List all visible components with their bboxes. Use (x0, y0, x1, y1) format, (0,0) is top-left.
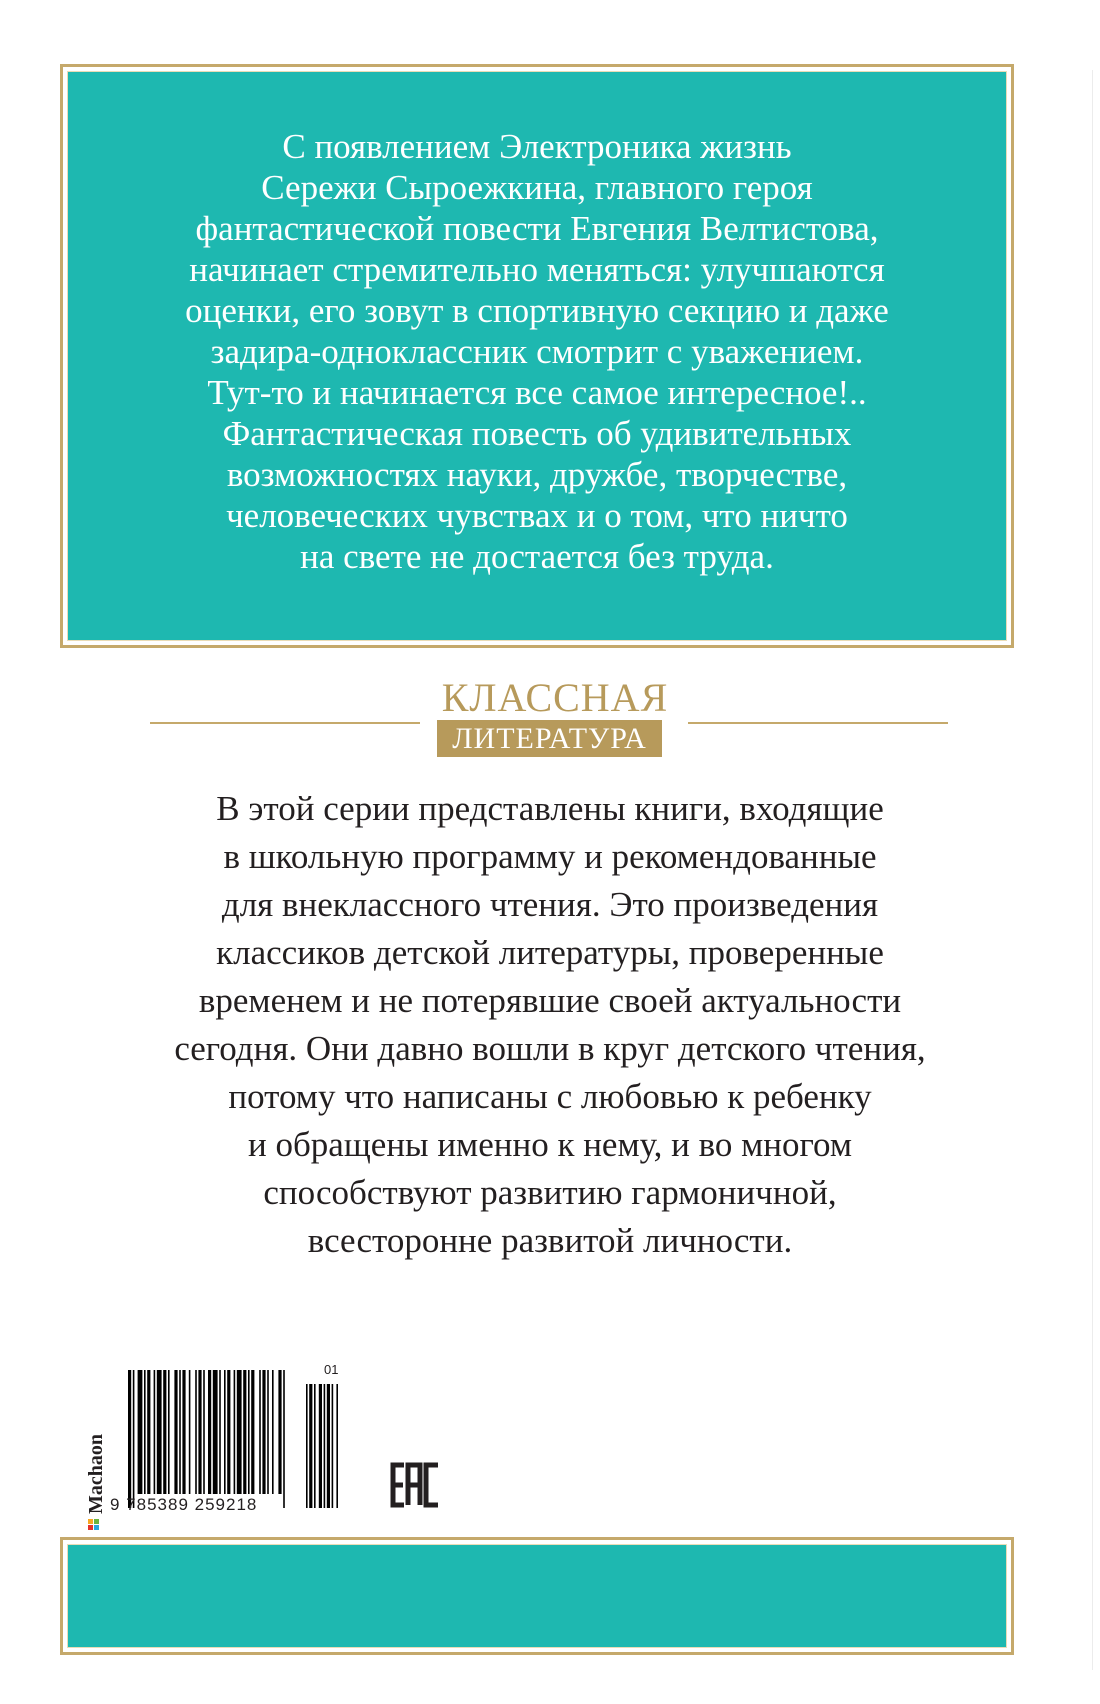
barcode-bar (224, 1370, 226, 1494)
barcode-addon-bar (314, 1384, 316, 1508)
barcode-bar (144, 1370, 146, 1494)
description-line: и обращены именно к нему, и во многом (248, 1125, 852, 1164)
series-rule-right (688, 722, 948, 724)
blurb-panel (60, 64, 1014, 648)
blurb-line: человеческих чувствах и о том, что ничто (226, 496, 848, 535)
blurb-line: Сережи Сыроежкина, главного героя (261, 168, 813, 207)
barcode-bar (248, 1370, 250, 1494)
barcode-bar (237, 1370, 242, 1494)
barcode-bar (243, 1370, 246, 1494)
barcode-bar (267, 1370, 269, 1494)
description-line: временем и не потерявшие своей актуальности (198, 981, 902, 1020)
barcode-addon-bar (324, 1384, 326, 1508)
description-line: способствуют развитию гармоничной, (263, 1173, 837, 1212)
barcode-bar (219, 1370, 221, 1494)
blurb-line: фантастической повести Евгения Велтистова, (195, 209, 879, 248)
bottom-panel (60, 1537, 1014, 1655)
barcode-bar (272, 1370, 274, 1494)
blurb-line: Фантастическая повесть об удивительных (222, 414, 852, 453)
barcode-bar (168, 1370, 170, 1494)
barcode-bar (251, 1370, 254, 1494)
barcode-bar (182, 1370, 185, 1494)
barcode-bar (157, 1370, 162, 1494)
barcode-bar (174, 1370, 177, 1494)
barcode-bar (147, 1370, 150, 1494)
barcode-addon-bar (336, 1384, 338, 1508)
barcode-bar (262, 1370, 265, 1494)
barcode-bar (128, 1370, 131, 1508)
series-rule-left (150, 722, 420, 724)
barcode-bar (163, 1370, 166, 1494)
description-line: для внеклассного чтения. Это произведения (221, 885, 879, 924)
blurb-line: оценки, его зовут в спортивную секцию и даже (185, 291, 889, 330)
barcode-bar (179, 1370, 181, 1494)
blurb-line: Тут-то и начинается все самое интересное!.. (207, 373, 867, 412)
series-description (0, 785, 1100, 1265)
description-line: сегодня. Они давно вошли в круг детского чтения, (174, 1029, 926, 1068)
blurb-line: задира-одноклассник смотрит с уважением. (210, 332, 864, 371)
description-line: потому что написаны с любовью к ребенку (228, 1077, 872, 1116)
blurb-panel-fill (67, 71, 1007, 641)
description-line: В этой серии представлены книги, входящие (216, 789, 884, 828)
barcode-bar (133, 1370, 135, 1508)
barcode-bar (203, 1370, 205, 1494)
blurb-text (68, 126, 1006, 577)
barcode-bar (154, 1370, 156, 1494)
publisher-name: Machaon (85, 1434, 107, 1514)
description-line: в школьную программу и рекомендованные (223, 837, 877, 876)
barcode-bar (195, 1370, 197, 1494)
barcode-addon-digits: 01 (324, 1362, 339, 1377)
series-title-line1: КЛАССНАЯ (441, 675, 669, 720)
description-line: всесторонне развитой личности. (307, 1221, 793, 1260)
barcode-bar (278, 1370, 281, 1494)
barcode-addon-bar (309, 1384, 312, 1508)
barcode-bar (234, 1370, 236, 1494)
barcode-bar (213, 1370, 218, 1494)
barcode-bar (227, 1370, 230, 1494)
barcode-bar (189, 1370, 191, 1494)
publisher-logo (82, 1380, 108, 1536)
barcode-addon-bar (327, 1384, 330, 1508)
isbn-digits: 9 785389 259218 (110, 1495, 258, 1514)
blurb-line: возможностях науки, дружбе, творчестве, (226, 455, 848, 494)
bottom-panel-fill (67, 1544, 1007, 1648)
barcode-addon-bar (332, 1384, 334, 1508)
barcode-addon-bar (319, 1384, 322, 1508)
description-line: классиков детской литературы, проверенные (216, 933, 884, 972)
blurb-line: начинает стремительно меняться: улучшаются (189, 250, 885, 289)
barcode-bar (208, 1370, 211, 1494)
eac-mark-icon (390, 1461, 440, 1509)
barcode-bar (198, 1370, 201, 1494)
blurb-line: на свете не достается без труда. (300, 537, 774, 576)
barcode-addon-bar (306, 1384, 308, 1508)
blurb-line: С появлением Электроника жизнь (282, 127, 792, 166)
barcode-bar (138, 1370, 143, 1494)
barcode-bar (259, 1370, 261, 1494)
series-title-line2: ЛИТЕРАТУРА (437, 720, 662, 757)
barcode-bar (283, 1370, 285, 1508)
